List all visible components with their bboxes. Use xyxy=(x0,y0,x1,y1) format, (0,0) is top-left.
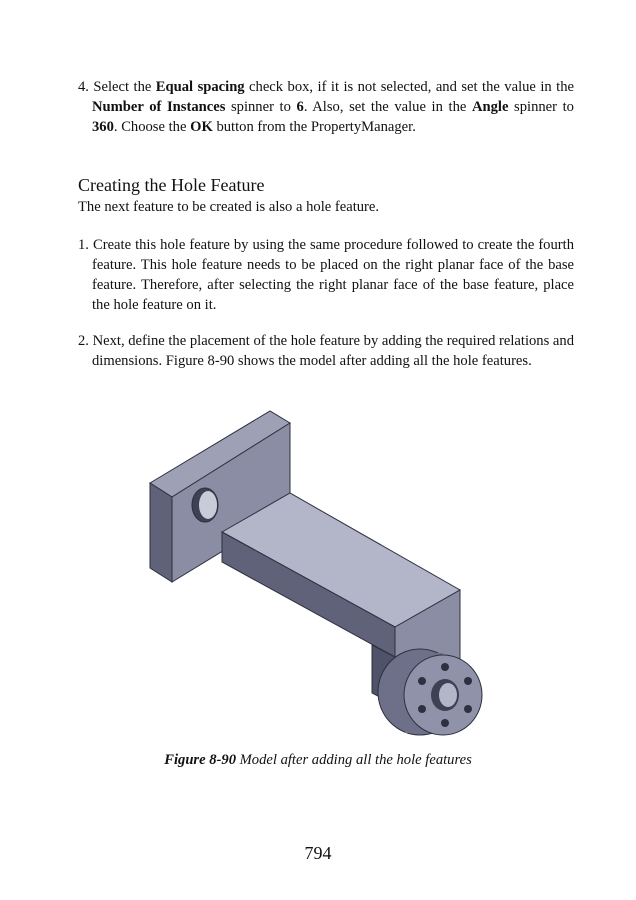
step-1-paragraph: 1. Create this hole feature by using the same procedure followed to create the fourth feature. This hole feature needs to be placed on the right planar face of the base feature. Therefore, after selecting the right planar face of the base feature, place the hole feature on it. xyxy=(78,237,574,313)
step-2-paragraph: 2. Next, define the placement of the hole feature by adding the required relations and dimensions. Figure 8-90 shows the model after adding all the hole features. xyxy=(78,333,574,369)
bolt-hole xyxy=(464,705,472,713)
section-intro: The next feature to be created is also a hole feature. xyxy=(78,199,380,215)
plate-hole-inner xyxy=(199,491,217,519)
bolt-hole xyxy=(418,705,426,713)
bolt-hole xyxy=(441,663,449,671)
boss-center-hole-inner xyxy=(439,683,457,707)
bolt-hole xyxy=(418,677,426,685)
bolt-hole xyxy=(464,677,472,685)
equal-spacing-label: Equal spacing xyxy=(155,79,245,95)
model-figure xyxy=(140,405,490,750)
angle-value: 360 xyxy=(92,119,114,135)
instances-value: 6 xyxy=(296,99,304,115)
page-number: 794 xyxy=(304,843,332,863)
section-heading: Creating the Hole Feature xyxy=(78,175,265,195)
step-4-paragraph: 4. Select the Equal spacing check box, if it is not selected, and set the value in the Number of Instances spinner to 6. Also, set the value in the Angle spinner to 360. Choose the OK button from the PropertyManager. xyxy=(78,79,574,135)
figure-caption: Figure 8-90 Model after adding all the hole features xyxy=(164,752,472,768)
angle-label: Angle xyxy=(471,99,509,115)
ok-label: OK xyxy=(190,119,213,135)
number-of-instances-label: Number of Instances xyxy=(92,99,226,115)
plate-side-face xyxy=(150,483,172,582)
bolt-hole xyxy=(441,719,449,727)
